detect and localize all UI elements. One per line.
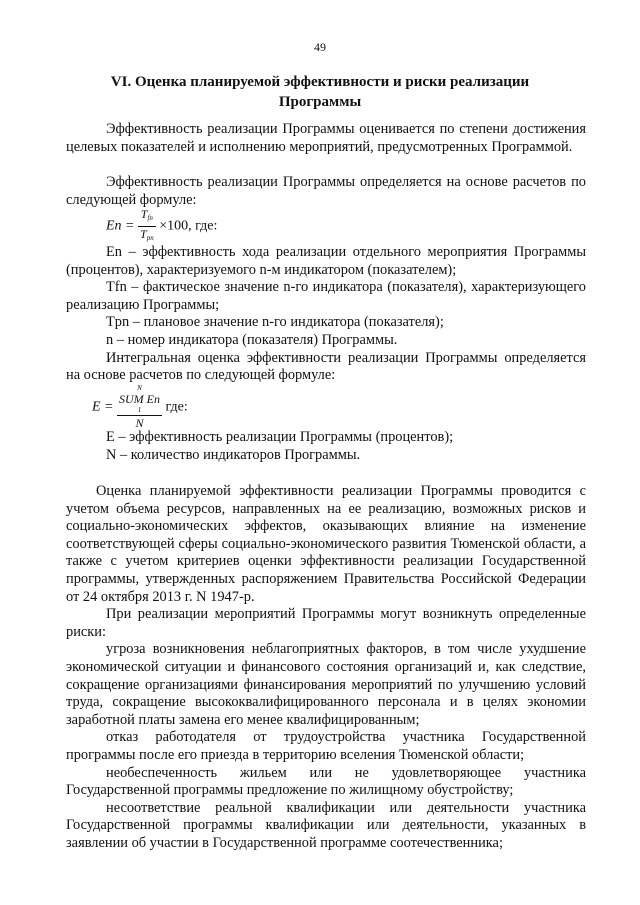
formula-en	[106, 207, 217, 246]
sum-lower-limit: 1	[137, 406, 142, 414]
definition-N: N – количество индикаторов Программы.	[106, 446, 361, 463]
paragraph-text: Эффективность реализации Программы оценивается по степени достижения целевых показателей и исполнению мероприятий, предусмотренных Программой.	[66, 121, 586, 155]
sum-upper-limit: N	[137, 384, 142, 392]
formula-numerator-sub: fn	[147, 214, 153, 222]
formula-tail: где:	[165, 399, 188, 415]
risk-item-3: необеспеченность жильем или не удовлетворяющее участника Государственной программы предложение по жилищному обустройству;	[66, 764, 586, 799]
risk-item-2: отказ работодателя от трудоустройства участника Государственной программы после его приезда в территорию вселения Тюменской области;	[66, 729, 586, 763]
formula-lhs: En =	[106, 218, 135, 234]
heading-line-2: Программы	[278, 94, 362, 110]
risk-item-1: угроза возникновения неблагоприятных факторов, в том числе ухудшение экономической ситуации и финансового состояния организаций и, как следствие, сокращение организациями финансирования мероприятий по улучшению условий труда, сокращение высококвалифицированного персонала и в целях экономии заработной платы замена его менее квалифицированным;	[66, 641, 586, 728]
definition-tpn: Tpn – плановое значение n-го индикатора (показателя);	[106, 314, 444, 331]
paragraph-evaluation	[66, 483, 586, 852]
definitions-block-2	[66, 429, 586, 464]
formula-e	[92, 384, 188, 431]
paragraph-risks-intro: При реализации мероприятий Программы могут возникнуть определенные риски:	[66, 606, 586, 640]
paragraph-text: Оценка планируемой эффективности реализации Программы проводится с учетом объема ресурсов, направленных на ее реализацию, возможных рисков и социально-экономических эффектов, оказывающих влияние на изменение соответствующей сферы социально-экономического развития Тюменской области, а также с учетом критериев оценки эффективности реализации Государственной программы, утвержденных распоряжением Правительства Российской Федерации от 24 октября 2013 г. N 1947-р.	[66, 483, 586, 605]
paragraph-text: Эффективность реализации Программы определяется на основе расчетов по следующей формуле:	[66, 174, 586, 208]
definition-n: n – номер индикатора (показателя) Программы.	[106, 331, 398, 348]
section-heading	[70, 72, 570, 112]
definition-e: E – эффективность реализации Программы (процентов);	[106, 429, 454, 445]
formula-fraction	[138, 207, 156, 246]
formula-lhs: E =	[92, 399, 114, 415]
formula-tail: ×100, где:	[159, 218, 218, 234]
paragraph-formula-intro	[66, 174, 586, 209]
definitions-block	[66, 244, 586, 385]
definition-en: En – эффективность хода реализации отдельного мероприятия Программы (процентов), характеризуемого n-м индикатором (показателем);	[66, 244, 586, 278]
formula-denominator-sub: pn	[146, 234, 154, 242]
sum-expression: SUM En	[119, 392, 160, 406]
definition-tfn: Tfn – фактическое значение n-го индикатора (показателя), характеризующего реализацию Программы;	[66, 279, 586, 313]
paragraph-integral: Интегральная оценка эффективности реализации Программы определяется на основе расчетов по следующей формуле:	[66, 349, 586, 384]
risk-item-4: несоответствие реальной квалификации или деятельности участника Государственной программы квалификации или деятельности, указанных в заявлении об участии в Государственной программе соотечественника;	[66, 799, 586, 851]
formula-denominator: T	[140, 227, 147, 241]
formula-denominator: N	[135, 416, 144, 430]
page-number: 49	[314, 40, 326, 54]
heading-line-1: VI. Оценка планируемой эффективности и риски реализации	[110, 74, 530, 90]
formula-numerator: T	[140, 207, 148, 221]
formula-fraction	[117, 384, 162, 431]
paragraph-efficiency	[66, 121, 586, 156]
